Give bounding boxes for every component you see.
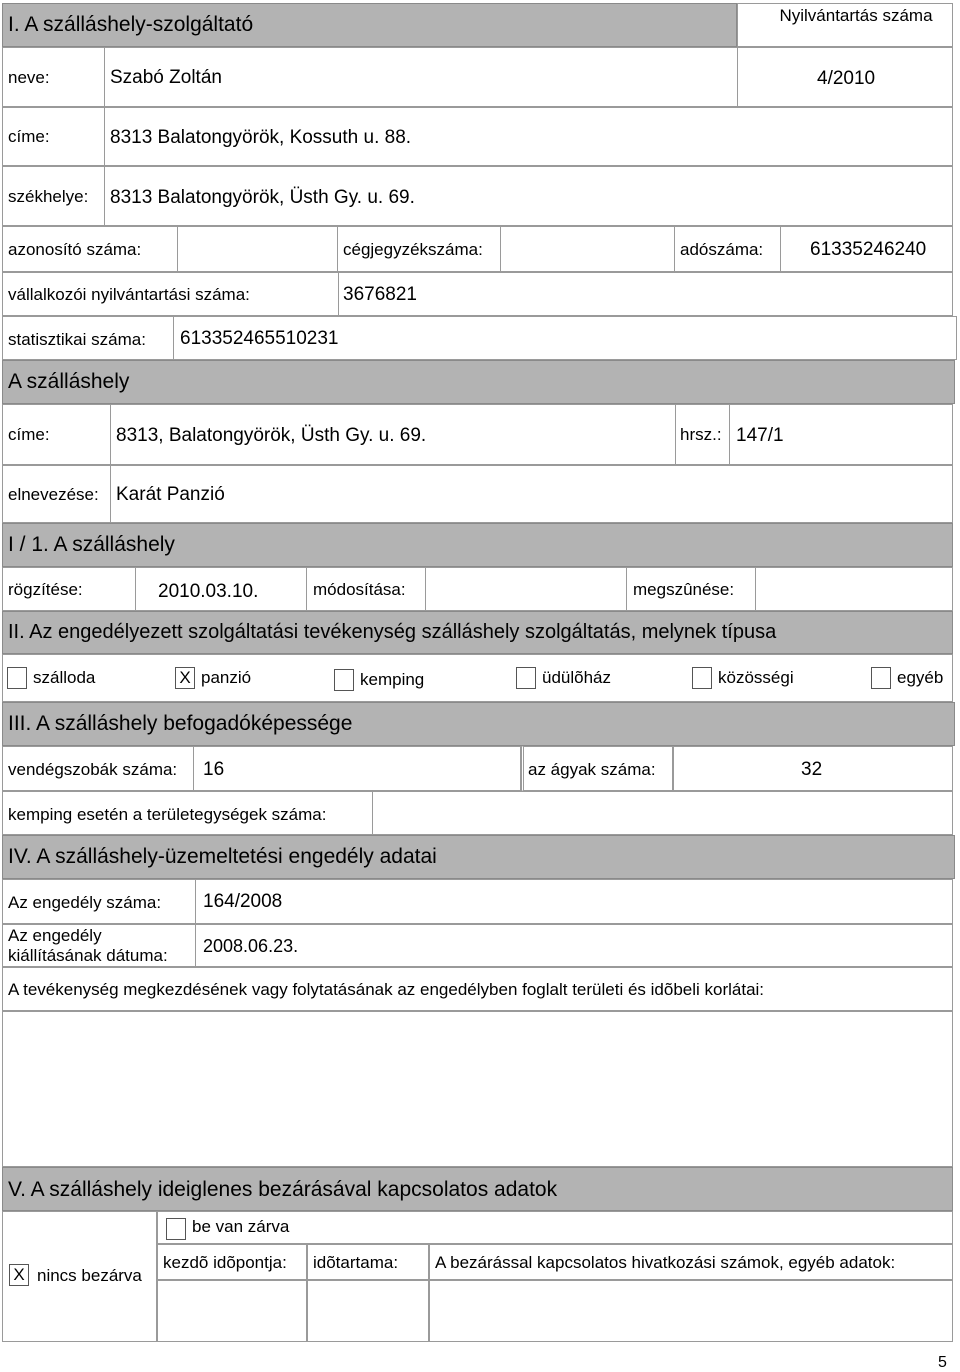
section2-title: II. Az engedélyezett szolgáltatási tevékenység szálláshely szolgáltatás, melynek típusa [8,621,777,643]
egyeb-checkbox[interactable] [871,667,891,689]
engedely-szama-value: 164/2008 [203,891,283,912]
kiallitas-label-line1: Az engedély [8,926,102,945]
types-row [2,654,953,702]
neve-label: neve: [8,68,50,87]
vallalkozoi-value-box[interactable] [338,272,953,316]
vallalkozoi-label: vállalkozói nyilvántartási száma: [8,285,250,304]
agyak-value: 32 [801,759,823,780]
neve-value: Szabó Zoltán [110,67,222,88]
szallashely-header-bar [2,360,955,404]
kemping-teruletegyseg-label: kemping esetén a területegységek száma: [8,805,327,824]
nincs-bezarva-checkbox[interactable]: X [9,1264,29,1286]
modositas-value-box[interactable] [425,567,627,611]
elnevezes-value-box[interactable] [110,465,953,523]
kemping-checkbox[interactable] [334,669,354,691]
megszunes-label: megszûnése: [633,580,735,599]
rogzites-value: 2010.03.10. [158,581,259,602]
vendegszobak-value-box[interactable] [193,746,521,791]
be-van-zarva-label: be van zárva [192,1217,290,1236]
elnevezes-label: elnevezése: [8,485,99,504]
panzio-checkbox[interactable]: X [175,667,195,689]
idotartam-label: idõtartama: [313,1253,399,1272]
nincs-bezarva-label: nincs bezárva [37,1266,142,1285]
szalloda-label: szálloda [33,668,96,687]
kemping-teruletegyseg-value-box[interactable] [372,791,953,835]
egyeb-label: egyéb [897,668,944,687]
kiallitas-label-line2: kiállításának dátuma: [8,946,168,965]
agyak-label: az ágyak száma: [528,760,656,779]
korlatai-label: A tevékenység megkezdésének vagy folytatásának az engedélyben foglalt területi és idõbeli korlátai: [8,980,765,999]
azonosito-value-box[interactable] [177,226,338,272]
kemping-label: kemping [360,670,425,689]
cime-label: címe: [8,127,50,146]
kozossegi-checkbox[interactable] [692,667,712,689]
rogzites-label: rögzítése: [8,580,83,599]
vendegszobak-label: vendégszobák száma: [8,760,178,779]
engedely-szama-label: Az engedély száma: [8,893,162,912]
kezdo-value-cell[interactable] [157,1280,307,1342]
adoszam-label: adószáma: [680,240,764,259]
korlatai-value-box[interactable] [2,1011,953,1167]
section5-title: V. A szálláshely ideiglenes bezárásával kapcsolatos adatok [8,1178,558,1201]
nyilv-label: Nyilvántartás száma [779,6,933,25]
engedely-szama-value-box[interactable] [195,879,953,924]
elnevezes-value: Karát Panzió [116,484,225,505]
modositas-label: módosítása: [313,580,406,599]
nyilv-value: 4/2010 [817,68,876,89]
hrsz-value: 147/1 [736,425,784,446]
kiallitas-value: 2008.06.23. [203,936,299,956]
szallashely-title: A szálláshely [8,370,130,393]
szekhely-value: 8313 Balatongyörök, Üsth Gy. u. 69. [110,187,415,208]
hrsz-label: hrsz.: [680,425,722,444]
vallalkozoi-value: 3676821 [343,284,417,305]
statisztikai-label: statisztikai száma: [8,330,146,349]
panzio-label: panzió [201,668,252,687]
section3-title: III. A szálláshely befogadóképessége [8,712,353,735]
megszunes-value-box[interactable] [755,567,953,611]
section1-1-title: I / 1. A szálláshely [8,533,175,556]
sz-cime-label: címe: [8,425,50,444]
page-number: 5 [938,1354,947,1371]
cegjegyzek-label: cégjegyzékszáma: [343,240,483,259]
cime-value: 8313 Balatongyörök, Kossuth u. 88. [110,127,412,148]
be-van-zarva-checkbox[interactable] [166,1218,186,1240]
adoszam-value: 61335246240 [810,239,927,260]
idotartam-value-cell[interactable] [307,1280,429,1342]
szalloda-checkbox[interactable] [7,667,27,689]
sz-cime-value: 8313, Balatongyörök, Üsth Gy. u. 69. [116,425,427,446]
hivatkozasi-value-cell[interactable] [429,1280,953,1342]
hivatkozasi-label: A bezárással kapcsolatos hivatkozási számok, egyéb adatok: [435,1253,896,1272]
kiallitas-value-box[interactable] [195,924,953,967]
udulohaz-checkbox[interactable] [516,667,536,689]
kezdo-label: kezdõ idõpontja: [163,1253,287,1272]
vendegszobak-value: 16 [203,759,225,780]
section4-title: IV. A szálláshely-üzemeltetési engedély adatai [8,845,437,868]
szekhely-label: székhelye: [8,187,89,206]
azonosito-label: azonosító száma: [8,240,142,259]
udulohaz-label: üdülõház [542,668,612,687]
cegjegyzek-value-box[interactable] [500,226,675,272]
kozossegi-label: közösségi [718,668,794,687]
section1-title: I. A szálláshely-szolgáltató [8,13,254,36]
statisztikai-value: 613352465510231 [180,328,339,349]
